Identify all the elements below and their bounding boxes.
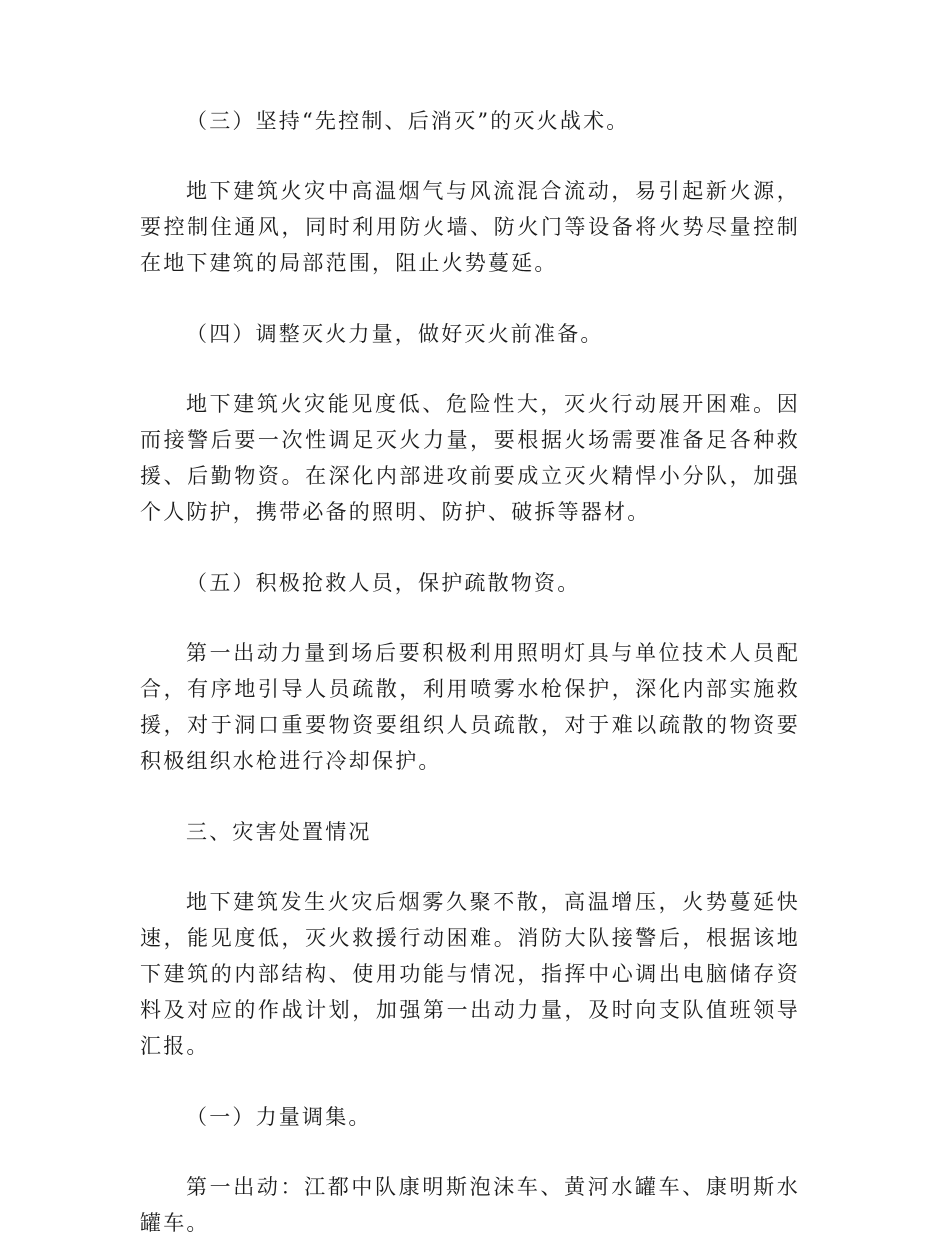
section-heading-4: （四）调整灭火力量，做好灭火前准备。 [186, 322, 604, 346]
body-paragraph: 地下建筑火灾中高温烟气与风流混合流动，易引起新火源，要控制住通风，同时利用防火墙、防火门等设备将火势尽量控制在地下建筑的局部范围，阻止火势蔓延。 [140, 179, 800, 275]
section-heading-5: （五）积极抢救人员，保护疏散物资。 [186, 571, 581, 595]
chapter-heading: 三、灾害处置情况 [186, 820, 372, 844]
section-heading-1: （一）力量调集。 [186, 1105, 372, 1129]
body-paragraph: 地下建筑发生火灾后烟雾久聚不散，高温增压，火势蔓延快速，能见度低，灭火救援行动困难。消防大队接警后，根据该地下建筑的内部结构、使用功能与情况，指挥中心调出电脑储存资料及对应的作战计划，加强第一出动力量，及时向支队值班领导汇报。 [140, 890, 800, 1058]
body-paragraph: 地下建筑火灾能见度低、危险性大，灭火行动展开困难。因而接警后要一次性调足灭火力量，要根据火场需要准备足各种救援、后勤物资。在深化内部进攻前要成立灭火精悍小分队，加强个人防护，携带必备的照明、防护、破拆等器材。 [140, 392, 800, 524]
body-paragraph: 第一出动：江都中队康明斯泡沫车、黄河水罐车、康明斯水罐车。 [140, 1175, 800, 1235]
body-paragraph: 第一出动力量到场后要积极利用照明灯具与单位技术人员配合，有序地引导人员疏散，利用喷雾水枪保护，深化内部实施救援，对于洞口重要物资要组织人员疏散，对于难以疏散的物资要积极组织水枪进行冷却保护。 [140, 641, 800, 773]
section-heading-3: （三）坚持“先控制、后消灭”的灭火战术。 [186, 109, 630, 133]
document-page [140, 103, 800, 1241]
